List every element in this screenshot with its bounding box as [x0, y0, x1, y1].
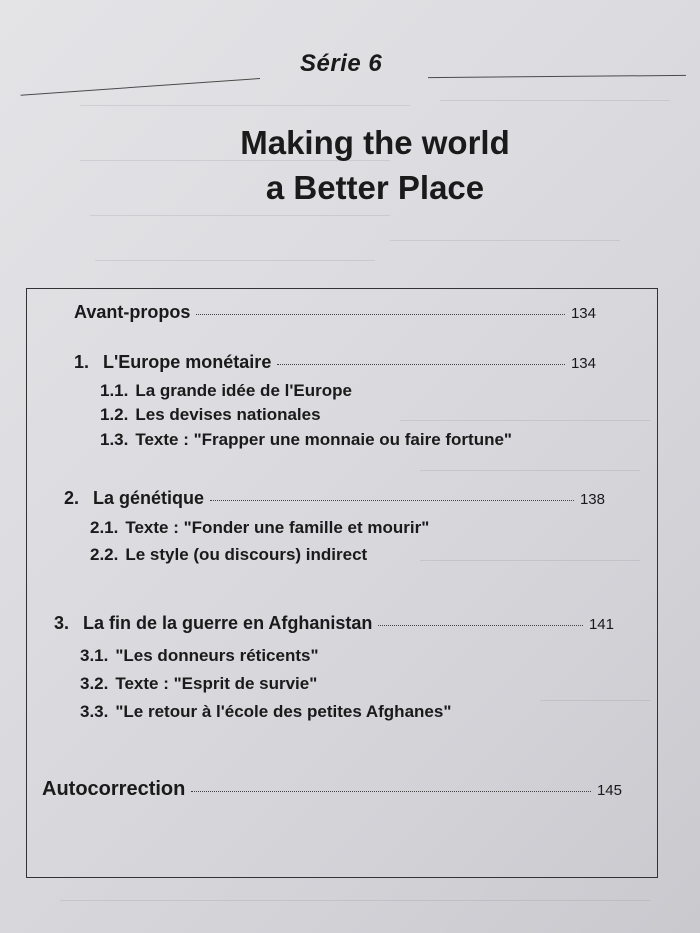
toc-subentry-label: "Les donneurs réticents"	[115, 646, 319, 665]
toc-subentry-label: Le style (ou discours) indirect	[125, 545, 368, 564]
toc-entry-label: Autocorrection	[42, 778, 186, 800]
toc-subentry-3-1	[80, 646, 319, 666]
bleed-through-line	[390, 240, 620, 241]
toc-subentry-2-2	[90, 545, 367, 565]
bleed-through-line	[95, 260, 375, 261]
toc-page-number: 138	[579, 491, 605, 508]
toc-subentry-label: La grande idée de l'Europe	[135, 381, 352, 400]
toc-entry-label: Avant-propos	[74, 302, 191, 322]
dot-leader	[210, 500, 574, 501]
toc-subentry-number: 1.2.	[100, 405, 129, 424]
toc-subentry-label: Les devises nationales	[135, 405, 321, 424]
toc-page-number: 134	[570, 355, 596, 372]
toc-subentry-number: 2.1.	[90, 518, 119, 537]
toc-section-number: 2.	[64, 488, 80, 508]
bleed-through-line	[80, 105, 410, 106]
bleed-through-line	[90, 215, 390, 216]
toc-subentry-2-1	[90, 518, 429, 538]
toc-page-number: 145	[596, 782, 622, 799]
toc-section-number: 3.	[54, 613, 70, 633]
toc-entry-label: La génétique	[93, 488, 205, 508]
series-label: Série 6	[300, 50, 383, 77]
toc-entry-label: L'Europe monétaire	[103, 352, 272, 372]
toc-subentry-label: Texte : "Fonder une famille et mourir"	[125, 518, 430, 537]
chapter-title-line-1: Making the world	[240, 124, 510, 161]
toc-subentry-number: 1.3.	[100, 430, 129, 449]
toc-page-number: 141	[588, 616, 614, 633]
dot-leader	[378, 625, 583, 626]
bleed-through-line	[60, 900, 650, 901]
toc-subentry-label: Texte : "Esprit de survie"	[115, 674, 318, 693]
header-rule-right	[428, 75, 686, 78]
toc-section-number: 1.	[74, 352, 90, 372]
dot-leader	[277, 364, 565, 365]
toc-subentry-number: 3.1.	[80, 646, 109, 665]
toc-entry-self-correction	[42, 778, 622, 801]
toc-entry-section-2	[64, 488, 605, 509]
toc-entry-section-1	[74, 352, 596, 373]
toc-subentry-number: 3.2.	[80, 674, 109, 693]
chapter-title-line-2: a Better Place	[265, 169, 485, 206]
toc-entry-section-3	[54, 613, 614, 634]
toc-subentry-1-3	[100, 430, 512, 450]
toc-subentry-3-2	[80, 674, 317, 694]
toc-subentry-number: 1.1.	[100, 381, 129, 400]
toc-subentry-3-3	[80, 702, 451, 722]
bleed-through-line	[440, 100, 670, 101]
dot-leader	[196, 314, 565, 315]
toc-page-number: 134	[570, 305, 596, 322]
toc-entry-label: La fin de la guerre en Afghanistan	[83, 613, 373, 633]
toc-subentry-label: Texte : "Frapper une monnaie ou faire fortune"	[135, 430, 512, 449]
toc-entry-foreword	[74, 302, 596, 323]
toc-subentry-1-2	[100, 405, 321, 425]
toc-subentry-label: "Le retour à l'école des petites Afghanes"	[115, 702, 452, 721]
header-rule-left	[21, 78, 260, 96]
toc-subentry-number: 2.2.	[90, 545, 119, 564]
toc-subentry-1-1	[100, 381, 352, 401]
dot-leader	[191, 791, 591, 792]
toc-subentry-number: 3.3.	[80, 702, 109, 721]
